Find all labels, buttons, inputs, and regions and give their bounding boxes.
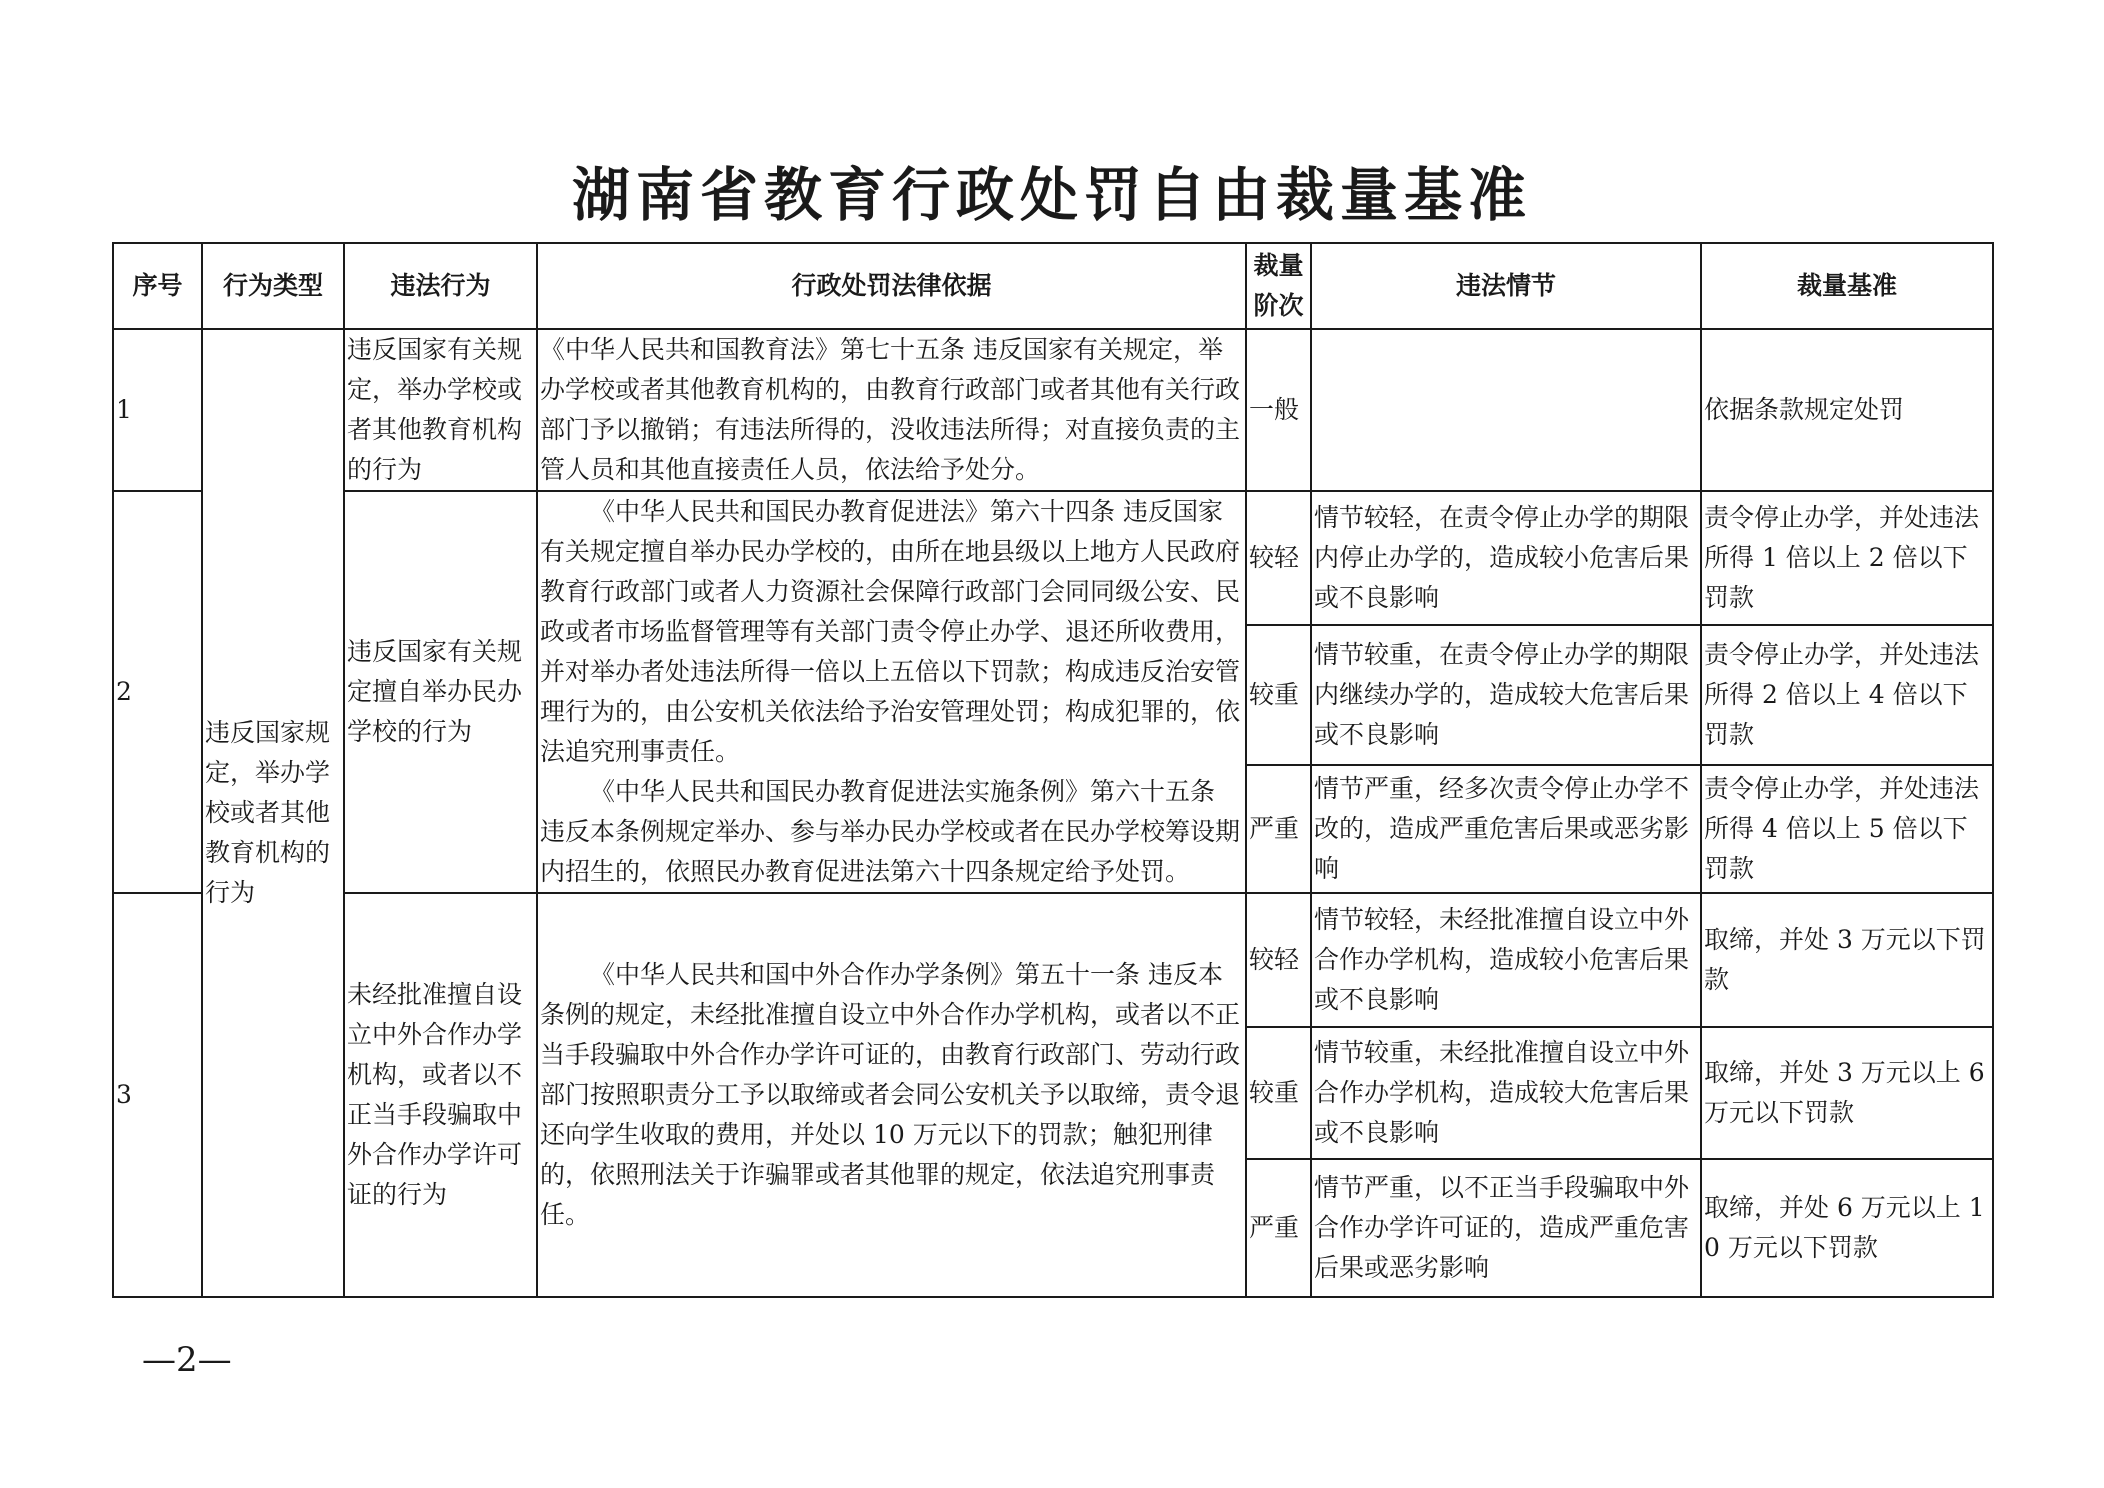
- row-level: 严重: [1246, 765, 1311, 893]
- row-standard: 取缔，并处 3 万元以上 6 万元以下罚款: [1701, 1027, 1993, 1159]
- row-legal-basis: [537, 491, 1246, 893]
- row-behavior: 违反国家有关规定擅自举办民办学校的行为: [344, 491, 537, 893]
- legal-basis-paragraph: 《中华人民共和国中外合作办学条例》第五十一条 违反本条例的规定，未经批准擅自设立中外合作办学机构，或者以不正当手段骗取中外合作办学许可证的，由教育行政部门、劳动行政部门按照职责分工予以取缔或者会同公安机关予以取缔，责令退还向学生收取的费用，并处以 10 万元以下的罚款；触犯刑律的，依照刑法关于诈骗罪或者其他罪的规定，依法追究刑事责任。: [540, 960, 1241, 1229]
- row-standard: 取缔，并处 6 万元以上 10 万元以下罚款: [1701, 1159, 1993, 1297]
- header-standard: 裁量基准: [1701, 243, 1993, 329]
- document-title: 湖南省教育行政处罚自由裁量基准: [571, 161, 1532, 229]
- header-seq: 序号: [113, 243, 202, 329]
- row-level: 较重: [1246, 625, 1311, 765]
- header-circumstance: 违法情节: [1311, 243, 1701, 329]
- row-circumstance: 情节较轻，在责令停止办学的期限内停止办学的，造成较小危害后果或不良影响: [1311, 491, 1701, 625]
- row-circumstance: 情节严重，以不正当手段骗取中外合作办学许可证的，造成严重危害后果或恶劣影响: [1311, 1159, 1701, 1297]
- row-standard: 取缔，并处 3 万元以下罚款: [1701, 893, 1993, 1027]
- table-row: [113, 893, 1993, 1027]
- penalty-table: [112, 242, 1994, 1298]
- row-seq: 2: [113, 491, 202, 893]
- row-legal-basis: 《中华人民共和国教育法》第七十五条 违反国家有关规定，举办学校或者其他教育机构的，由教育行政部门或者其他有关行政部门予以撤销；有违法所得的，没收违法所得；对直接负责的主管人员和其他直接责任人员，依法给予处分。: [537, 329, 1246, 491]
- row-standard: 责令停止办学，并处违法所得 2 倍以上 4 倍以下罚款: [1701, 625, 1993, 765]
- row-level: 较轻: [1246, 491, 1311, 625]
- header-type: 行为类型: [202, 243, 344, 329]
- header-behavior: 违法行为: [344, 243, 537, 329]
- row-behavior: 未经批准擅自设立中外合作办学机构，或者以不正当手段骗取中外合作办学许可证的行为: [344, 893, 537, 1297]
- legal-basis-paragraph: 《中华人民共和国民办教育促进法》第六十四条 违反国家有关规定擅自举办民办学校的，由所在地县级以上地方人民政府教育行政部门或者人力资源社会保障行政部门会同同级公安、民政或者市场监督管理等有关部门责令停止办学、退还所收费用，并对举办者处违法所得一倍以上五倍以下罚款；构成违反治安管理行为的，由公安机关依法给予治安管理处罚；构成犯罪的，依法追究刑事责任。: [540, 497, 1241, 766]
- row-seq: 1: [113, 329, 202, 491]
- row-circumstance: 情节严重，经多次责令停止办学不改的，造成严重危害后果或恶劣影响: [1311, 765, 1701, 893]
- behavior-category: 违反国家规定，举办学校或者其他教育机构的行为: [202, 329, 344, 1297]
- row-standard: 责令停止办学，并处违法所得 1 倍以上 2 倍以下罚款: [1701, 491, 1993, 625]
- row-legal-basis: [537, 893, 1246, 1297]
- row-level: 较轻: [1246, 893, 1311, 1027]
- row-circumstance: [1311, 329, 1701, 491]
- table-row: [113, 329, 1993, 491]
- row-level: 较重: [1246, 1027, 1311, 1159]
- row-seq: 3: [113, 893, 202, 1297]
- table-row: [113, 491, 1993, 625]
- row-circumstance: 情节较轻，未经批准擅自设立中外合作办学机构，造成较小危害后果或不良影响: [1311, 893, 1701, 1027]
- legal-basis-paragraph: 《中华人民共和国民办教育促进法实施条例》第六十五条 违反本条例规定举办、参与举办民办学校或者在民办学校筹设期内招生的，依照民办教育促进法第六十四条规定给予处罚。: [540, 777, 1241, 886]
- row-behavior: 违反国家有关规定，举办学校或者其他教育机构的行为: [344, 329, 537, 491]
- row-standard: 依据条款规定处罚: [1701, 329, 1993, 491]
- table-header-row: [113, 243, 1993, 329]
- row-circumstance: 情节较重，在责令停止办学的期限内继续办学的，造成较大危害后果或不良影响: [1311, 625, 1701, 765]
- header-level: 裁量阶次: [1246, 243, 1311, 329]
- row-circumstance: 情节较重，未经批准擅自设立中外合作办学机构，造成较大危害后果或不良影响: [1311, 1027, 1701, 1159]
- header-basis: 行政处罚法律依据: [537, 243, 1246, 329]
- row-standard: 责令停止办学，并处违法所得 4 倍以上 5 倍以下罚款: [1701, 765, 1993, 893]
- page-number: —2—: [142, 1340, 232, 1380]
- row-level: 严重: [1246, 1159, 1311, 1297]
- row-level: 一般: [1246, 329, 1311, 491]
